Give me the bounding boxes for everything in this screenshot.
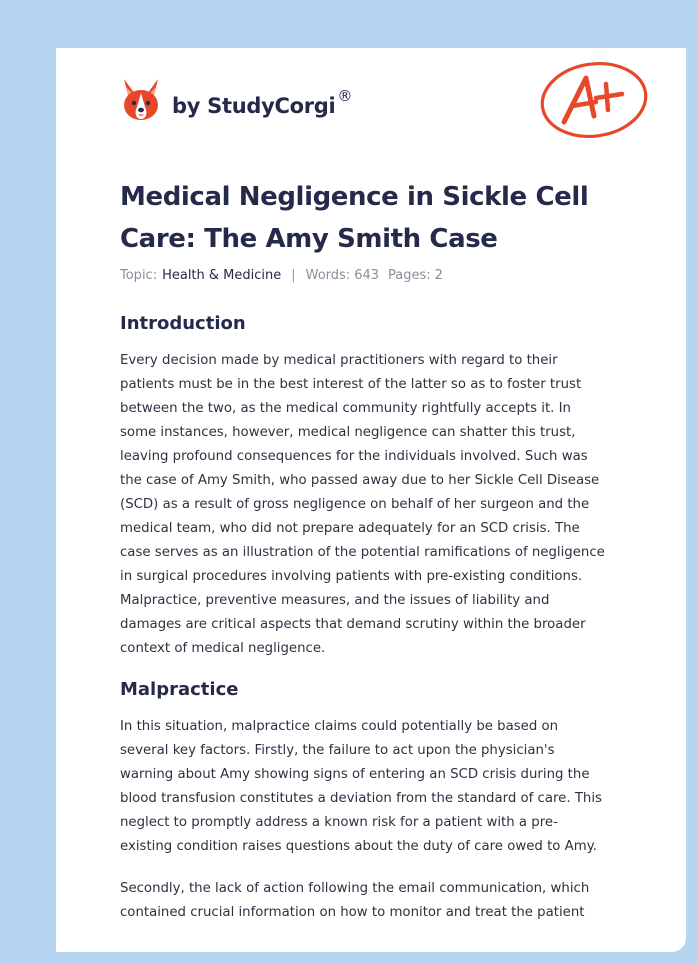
text-line: Secondly, the lack of action following the email communication, which	[120, 881, 590, 896]
topic-label: Topic:	[120, 268, 158, 283]
text-line: some instances, however, medical negligence can shatter this trust,	[120, 425, 576, 440]
paragraph	[120, 715, 632, 859]
meta-separator: |	[291, 268, 296, 283]
text-line: Malpractice, preventive measures, and the issues of liability and	[120, 593, 550, 608]
pages-count: 2	[434, 268, 443, 283]
title-line: Medical Negligence in Sickle Cell	[120, 182, 589, 212]
a-plus-grade-icon	[536, 56, 652, 144]
text-line: contained crucial information on how to monitor and treat the patient	[120, 905, 585, 920]
text-line: leaving profound consequences for the individuals involved. Such was	[120, 449, 588, 464]
text-line: in surgical procedures involving patients with pre-existing conditions.	[120, 569, 583, 584]
text-line: patients must be in the best interest of the latter so as to foster trust	[120, 377, 582, 392]
text-line: between the two, as the medical community rightfully accepts it. In	[120, 401, 571, 416]
text-line: damages are critical aspects that demand scrutiny within the broader	[120, 617, 586, 632]
text-line: (SCD) as a result of gross negligence on behalf of her surgeon and the	[120, 497, 590, 512]
paragraph	[120, 349, 632, 661]
text-line: several key factors. Firstly, the failure to act upon the physician's	[120, 743, 555, 758]
words-label: Words:	[305, 268, 351, 283]
text-line: In this situation, malpractice claims could potentially be based on	[120, 719, 559, 734]
brand-header	[120, 74, 352, 126]
text-line: medical team, who did not prepare adequately for an SCD crisis. The	[120, 521, 580, 536]
text-line: neglect to promptly address a known risk for a patient with a pre-	[120, 815, 558, 830]
words-count: 643	[354, 268, 380, 283]
document-title	[120, 176, 640, 260]
text-line: blood transfusion constitutes a deviation from the standard of care. This	[120, 791, 602, 806]
corgi-logo-icon	[120, 77, 162, 123]
text-line: warning about Amy showing signs of entering an SCD crisis during the	[120, 767, 590, 782]
text-line: existing condition raises questions about the duty of care owed to Amy.	[120, 839, 597, 854]
document-page	[56, 48, 686, 952]
registered-mark: ®	[337, 86, 353, 105]
brand-name[interactable]	[172, 86, 353, 118]
text-line: Every decision made by medical practitioners with regard to their	[120, 353, 558, 368]
text-line: context of medical negligence.	[120, 641, 326, 656]
section-heading-malpractice: Malpractice	[120, 679, 239, 700]
section-heading-introduction: Introduction	[120, 313, 246, 334]
paragraph	[120, 877, 632, 925]
document-meta	[120, 268, 443, 283]
text-line: the case of Amy Smith, who passed away due to her Sickle Cell Disease	[120, 473, 600, 488]
topic-link[interactable]: Health & Medicine	[162, 268, 282, 283]
pages-label: Pages:	[388, 268, 431, 283]
brand-name-text: by StudyCorgi	[172, 93, 336, 118]
title-line: Care: The Amy Smith Case	[120, 224, 498, 254]
text-line: case serves as an illustration of the potential ramifications of negligence	[120, 545, 605, 560]
